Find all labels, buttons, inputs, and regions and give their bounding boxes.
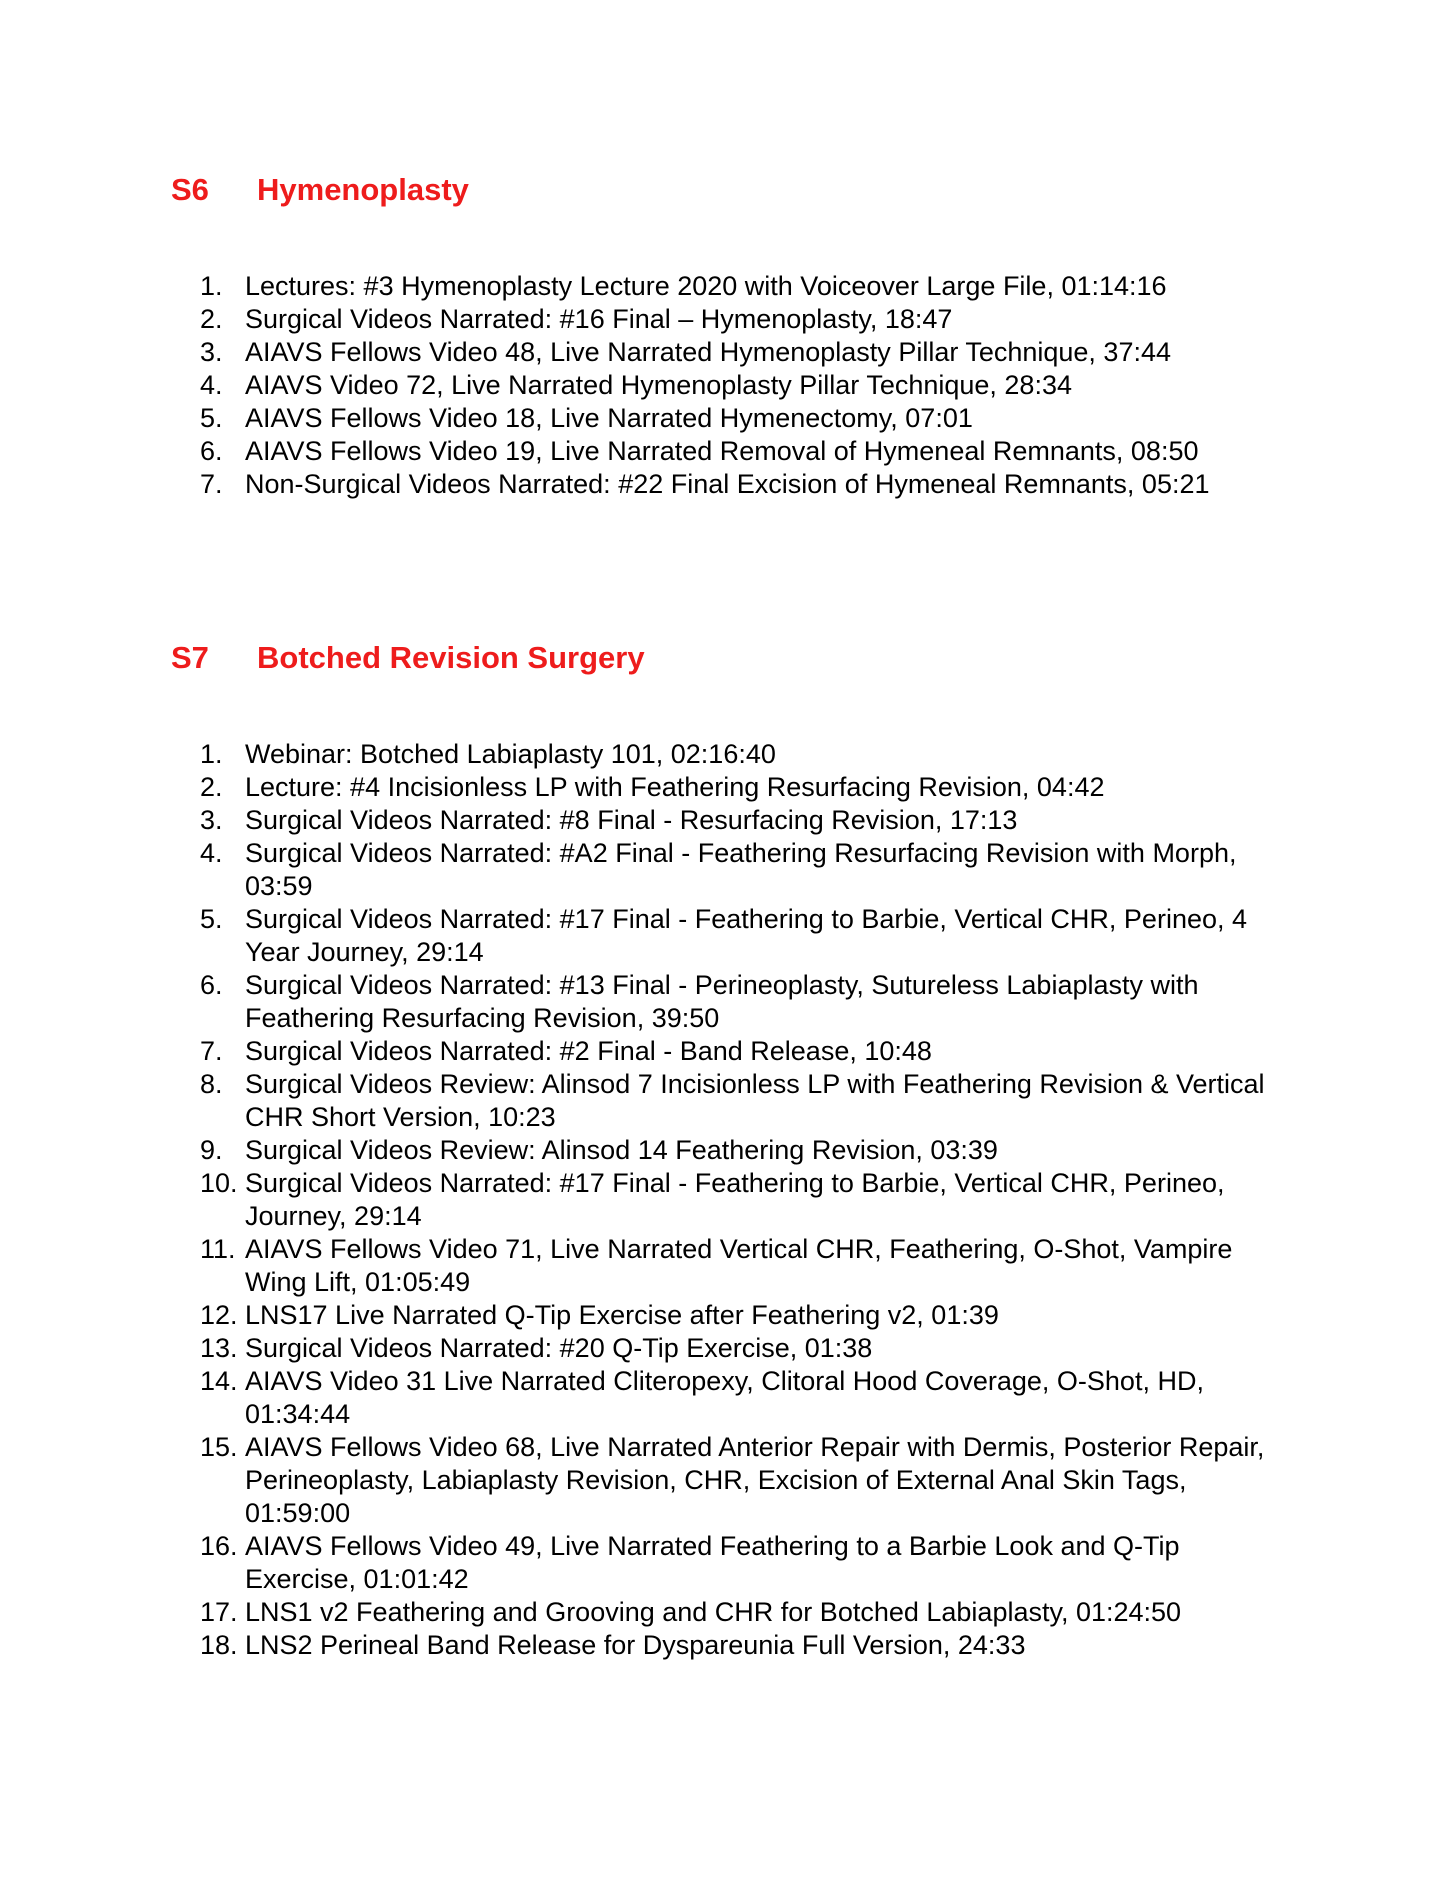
- item-number: 4.: [200, 370, 223, 400]
- list-item: [0, 969, 1295, 1035]
- list-item: [0, 1431, 1295, 1530]
- list-item: [0, 303, 1295, 336]
- item-number: 11.: [200, 1234, 236, 1264]
- item-number: 17.: [200, 1597, 238, 1627]
- list-item: [0, 1167, 1295, 1233]
- item-text: Surgical Videos Narrated: #16 Final – Hymenoplasty, 18:47: [245, 304, 953, 334]
- item-text: AIAVS Fellows Video 49, Live Narrated Feathering to a Barbie Look and Q-Tip Exercise, 01:01:42: [245, 1531, 1180, 1594]
- list-item: [0, 837, 1295, 903]
- list-item: [0, 804, 1295, 837]
- item-text: AIAVS Fellows Video 71, Live Narrated Vertical CHR, Feathering, O-Shot, Vampire Wing Lift, 01:05:49: [245, 1234, 1233, 1297]
- item-number: 7.: [200, 469, 223, 499]
- list-item: [0, 1299, 1295, 1332]
- section-code: S6: [171, 172, 209, 207]
- item-text: Surgical Videos Narrated: #13 Final - Perineoplasty, Sutureless Labiaplasty with Feathering Resurfacing Revision, 39:50: [245, 970, 1199, 1033]
- list-item: [0, 1035, 1295, 1068]
- list-item: [0, 1332, 1295, 1365]
- list-item: [0, 336, 1295, 369]
- item-text: Surgical Videos Narrated: #8 Final - Resurfacing Revision, 17:13: [245, 805, 1018, 835]
- item-number: 6.: [200, 436, 223, 466]
- section-heading: [171, 172, 469, 208]
- item-number: 8.: [200, 1069, 223, 1099]
- list-item: [0, 270, 1295, 303]
- item-text: Surgical Videos Narrated: #17 Final - Feathering to Barbie, Vertical CHR, Perineo, 4 Year Journey, 29:14: [245, 904, 1248, 967]
- list-item: [0, 1530, 1295, 1596]
- list-item: [0, 903, 1295, 969]
- item-text: AIAVS Fellows Video 19, Live Narrated Removal of Hymeneal Remnants, 08:50: [245, 436, 1199, 466]
- list-item: [0, 1068, 1295, 1134]
- item-text: AIAVS Video 72, Live Narrated Hymenoplasty Pillar Technique, 28:34: [245, 370, 1072, 400]
- item-text: AIAVS Fellows Video 18, Live Narrated Hymenectomy, 07:01: [245, 403, 973, 433]
- item-text: Webinar: Botched Labiaplasty 101, 02:16:40: [245, 739, 776, 769]
- list-item: [0, 1629, 1295, 1662]
- section-title: Hymenoplasty: [257, 172, 469, 207]
- item-text: AIAVS Fellows Video 48, Live Narrated Hymenoplasty Pillar Technique, 37:44: [245, 337, 1172, 367]
- item-text: Surgical Videos Narrated: #20 Q-Tip Exercise, 01:38: [245, 1333, 873, 1363]
- item-number: 12.: [200, 1300, 238, 1330]
- item-number: 9.: [200, 1135, 223, 1165]
- item-number: 10.: [200, 1168, 238, 1198]
- section-item-list: [0, 270, 1456, 501]
- item-text: Surgical Videos Narrated: #2 Final - Band Release, 10:48: [245, 1036, 932, 1066]
- list-item: [0, 402, 1295, 435]
- item-text: Surgical Videos Review: Alinsod 14 Feathering Revision, 03:39: [245, 1135, 998, 1165]
- section-code: S7: [171, 640, 209, 675]
- item-number: 5.: [200, 403, 223, 433]
- item-number: 7.: [200, 1036, 223, 1066]
- item-number: 3.: [200, 805, 223, 835]
- item-number: 6.: [200, 970, 223, 1000]
- list-item: [0, 468, 1295, 501]
- item-number: 5.: [200, 904, 223, 934]
- item-text: Non-Surgical Videos Narrated: #22 Final Excision of Hymeneal Remnants, 05:21: [245, 469, 1210, 499]
- item-number: 16.: [200, 1531, 238, 1561]
- item-number: 13.: [200, 1333, 238, 1363]
- list-item: [0, 1596, 1295, 1629]
- item-text: LNS17 Live Narrated Q-Tip Exercise after Feathering v2, 01:39: [245, 1300, 999, 1330]
- item-number: 2.: [200, 772, 223, 802]
- item-text: LNS1 v2 Feathering and Grooving and CHR for Botched Labiaplasty, 01:24:50: [245, 1597, 1182, 1627]
- section-heading: [171, 640, 645, 676]
- item-number: 3.: [200, 337, 223, 367]
- list-item: [0, 1365, 1295, 1431]
- section-title: Botched Revision Surgery: [257, 640, 645, 675]
- item-text: Surgical Videos Review: Alinsod 7 Incisionless LP with Feathering Revision & Vertical CHR Short Version, 10:23: [245, 1069, 1265, 1132]
- item-number: 1.: [200, 739, 223, 769]
- list-item: [0, 435, 1295, 468]
- item-number: 1.: [200, 271, 223, 301]
- item-number: 2.: [200, 304, 223, 334]
- list-item: [0, 369, 1295, 402]
- item-text: AIAVS Video 31 Live Narrated Cliteropexy, Clitoral Hood Coverage, O-Shot, HD, 01:34:44: [245, 1366, 1204, 1429]
- list-item: [0, 1233, 1295, 1299]
- item-text: LNS2 Perineal Band Release for Dyspareunia Full Version, 24:33: [245, 1630, 1026, 1660]
- section-item-list: [0, 738, 1456, 1662]
- item-number: 4.: [200, 838, 223, 868]
- list-item: [0, 1134, 1295, 1167]
- item-number: 15.: [200, 1432, 238, 1462]
- item-text: AIAVS Fellows Video 68, Live Narrated Anterior Repair with Dermis, Posterior Repair, Perineoplasty, Labiaplasty Revision, CHR, Excision of External Anal Skin Tags, 01:59:00: [245, 1432, 1265, 1528]
- item-text: Lecture: #4 Incisionless LP with Feathering Resurfacing Revision, 04:42: [245, 772, 1105, 802]
- item-text: Surgical Videos Narrated: #A2 Final - Feathering Resurfacing Revision with Morph, 03:59: [245, 838, 1237, 901]
- item-number: 18.: [200, 1630, 238, 1660]
- item-number: 14.: [200, 1366, 238, 1396]
- list-item: [0, 771, 1295, 804]
- item-text: Lectures: #3 Hymenoplasty Lecture 2020 with Voiceover Large File, 01:14:16: [245, 271, 1167, 301]
- item-text: Surgical Videos Narrated: #17 Final - Feathering to Barbie, Vertical CHR, Perineo, Journey, 29:14: [245, 1168, 1225, 1231]
- list-item: [0, 738, 1295, 771]
